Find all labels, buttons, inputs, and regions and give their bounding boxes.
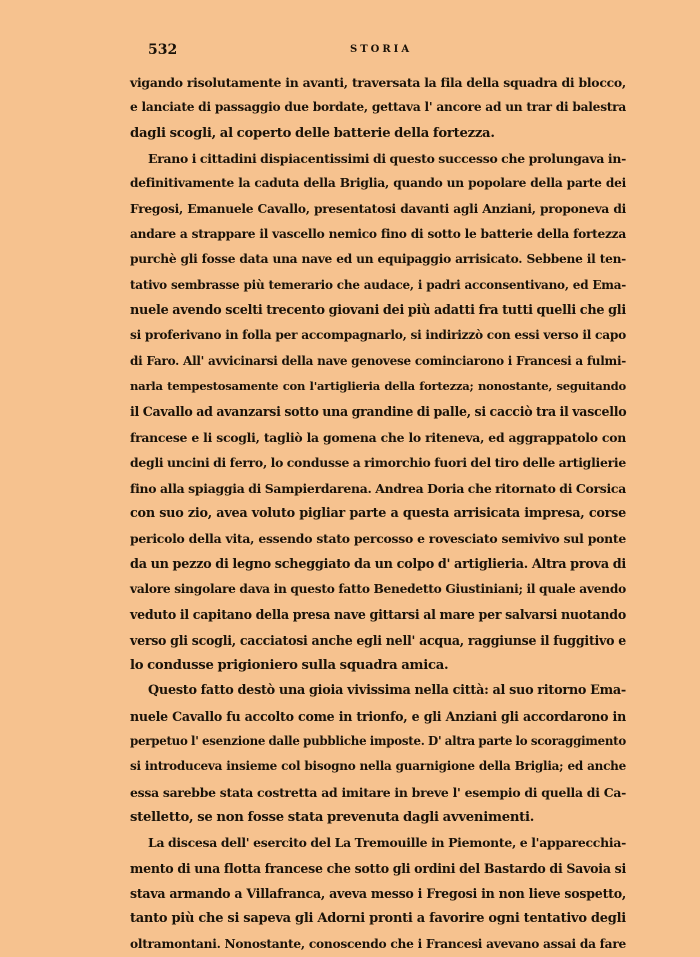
text-line: definitivamente la caduta della Briglia, quando un popolare della parte dei — [130, 176, 626, 191]
text-line: Fregosi, Emanuele Cavallo, presentatosi davanti agli Anziani, proponeva di — [130, 201, 626, 216]
text-line: purchè gli fosse data una nave ed un equipaggio arrisicato. Sebbene il ten- — [130, 252, 626, 267]
text-line: tativo sembrasse più temerario che audace, i padri acconsentivano, ed Ema- — [130, 277, 626, 292]
text-line: stelletto, se non fosse stata prevenuta dagli avvenimenti. — [130, 809, 535, 825]
text-line: oltramontani. Nonostante, conoscendo che i Francesi avevano assai da fare — [130, 936, 626, 951]
text-line: si proferivano in folla per accompagnarlo, si indirizzò con essi verso il capo — [130, 328, 626, 343]
page-number: 532 — [148, 42, 178, 58]
text-line: degli uncini di ferro, lo condusse a rimorchio fuori del tiro delle artiglierie — [130, 455, 626, 471]
text-line: nuele avendo scelti trecento giovani dei più adatti fra tutti quelli che gli — [130, 303, 626, 319]
text-line: stava armando a Villafranca, aveva messo i Fregosi in non lieve sospetto, — [130, 886, 626, 901]
text-line: nuele Cavallo fu accolto come in trionfo, e gli Anziani gli accordarono in — [130, 708, 626, 724]
paragraph-start-line: Erano i cittadini dispiacentissimi di questo successo che prolungava in- — [148, 151, 626, 167]
text-line: veduto il capitano della presa nave gittarsi al mare per salvarsi nuotando — [130, 607, 626, 623]
text-line: vigando risolutamente in avanti, traversata la fila della squadra di blocco, — [130, 75, 626, 90]
running-title: STORIA — [350, 44, 413, 55]
text-line: essa sarebbe stata costretta ad imitare in breve l' esempio di quella di Ca- — [130, 784, 626, 800]
text-line: pericolo della vita, essendo stato percosso e rovesciato semivivo sul ponte — [130, 531, 626, 547]
text-line: fino alla spiaggia di Sampierdarena. Andrea Doria che ritornato di Corsica — [130, 480, 626, 496]
text-line: e lanciate di passaggio due bordate, gettava l' ancore ad un trar di balestra — [130, 100, 626, 115]
text-line: tanto più che si sapeva gli Adorni pronti a favorire ogni tentativo degli — [130, 911, 626, 927]
paragraph-start-line: La discesa dell' esercito del La Tremouille in Piemonte, e l'apparecchia- — [148, 835, 626, 851]
text-line: lo condusse prigioniero sulla squadra amica. — [130, 657, 449, 673]
text-line: verso gli scogli, cacciatosi anche egli nell' acqua, raggiunse il fuggitivo e — [130, 632, 626, 648]
text-line: da un pezzo di legno scheggiato da un colpo d' artiglieria. Altra prova di — [130, 556, 626, 572]
text-line: andare a strappare il vascello nemico fino di sotto le batterie della fortezza — [130, 227, 626, 242]
text-line: narla tempestosamente con l'artiglieria della fortezza; nonostante, seguitando — [130, 379, 626, 394]
running-head — [130, 42, 584, 62]
body-text — [130, 70, 626, 957]
text-line: di Faro. All' avvicinarsi della nave genovese cominciarono i Francesi a fulmi- — [130, 353, 626, 368]
text-line: il Cavallo ad avanzarsi sotto una grandine di palle, si cacciò tra il vascello — [130, 404, 627, 420]
text-line: perpetuo l' esenzione dalle pubbliche imposte. D' altra parte lo scoraggimento — [130, 733, 626, 748]
text-line: francese e li scogli, tagliò la gomena che lo riteneva, ed aggrappatolo con — [130, 429, 626, 445]
text-line: con suo zio, avea voluto pigliar parte a questa arrisicata impresa, corse — [130, 505, 626, 521]
text-line: dagli scogli, al coperto delle batterie della fortezza. — [130, 125, 495, 141]
text-line: mento di una flotta francese che sotto gli ordini del Bastardo di Savoia si — [130, 860, 626, 876]
text-line: valore singolare dava in questo fatto Benedetto Giustiniani; il quale avendo — [130, 581, 626, 596]
paragraph-start-line: Questo fatto destò una gioia vivissima nella città: al suo ritorno Ema- — [148, 683, 626, 699]
text-line: si introduceva insieme col bisogno nella guarnigione della Briglia; ed anche — [130, 759, 626, 774]
